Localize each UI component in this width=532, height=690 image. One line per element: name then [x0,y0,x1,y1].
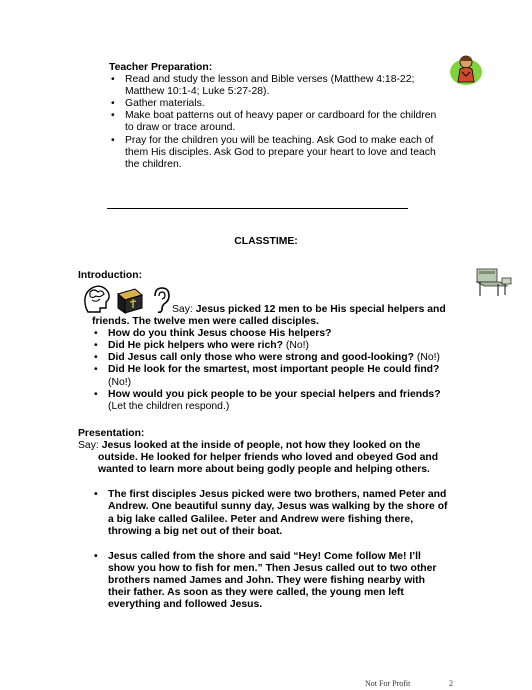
question-answer: (No!) [416,352,440,364]
introduction-questions [92,328,457,413]
list-item [92,352,457,364]
introduction-heading: Introduction: [78,270,143,281]
intro-say-paragraph [92,304,457,328]
intro-say-text: Jesus picked 12 men to be His special helpers and friends. The twelve men were called disciples. [92,304,446,328]
section-divider [107,208,408,209]
teacher-preparation-section [109,62,444,171]
list-item [92,389,457,413]
list-item: • Gather materials. [109,98,444,110]
question-text: Did Jesus call only those who were strong and good-looking? [108,352,414,364]
question-text: How would you pick people to be your special helpers and friends? [108,388,441,400]
list-item: • The first disciples Jesus picked were two brothers, named Peter and Andrew. One beautiful sunny day, Jesus was walking by the shore of a big lake called Galilee. Peter and Andrew were fishing there, throwing a big net out of their boat. [92,489,450,537]
teacher-preparation-list [109,74,444,171]
page-number: 2 [449,679,453,688]
presentation-heading: Presentation: [78,428,145,439]
teacher-preparation-heading: Teacher Preparation: [109,62,213,73]
presentation-say-text: Jesus looked at the inside of people, not how they looked on the outside. He looked for helper friends who loved and obeyed God and wanted to learn more about being godly people and helping others. [98,440,439,476]
list-item [92,364,457,388]
list-item: • Read and study the lesson and Bible verses (Matthew 4:18-22; Matthew 10:1-4; Luke 5:27-28). [109,74,444,98]
question-text: Did He look for the smartest, most important people He could find? [108,364,440,376]
list-item: • Make boat patterns out of heavy paper or cardboard for the children to draw or trace around. [109,110,444,134]
classroom-chair-icon [474,266,514,298]
question-text: How do you think Jesus choose His helpers? [108,328,332,340]
say-prefix: Say: [78,440,99,452]
introduction-section [92,304,457,413]
question-answer: (Let the children respond.) [108,400,230,412]
list-item [92,328,457,340]
say-prefix: Say: [172,304,193,315]
question-answer: (No!) [108,376,132,388]
presentation-list [92,489,450,611]
classtime-heading: CLASSTIME: [234,236,298,247]
list-item: • Jesus called from the shore and said “Hey! Come follow Me! I’ll show you how to fish for men.” Then Jesus called out to two other brothers named James and John. They were fishing nearby with their father. As soon as they were called, the young men left everything and followed Jesus. [92,551,450,611]
presentation-say-paragraph [78,440,442,476]
presentation-section [78,428,450,611]
question-answer: (No!) [285,340,309,352]
footer-text: Not For Profit [365,679,411,688]
teacher-praying-icon [449,54,483,86]
question-text: Did He pick helpers who were rich? [108,340,283,352]
list-item [92,340,457,352]
list-item: • Pray for the children you will be teaching. Ask God to make each of them His disciples. Ask God to prepare your heart to love and teach the children. [109,135,444,171]
